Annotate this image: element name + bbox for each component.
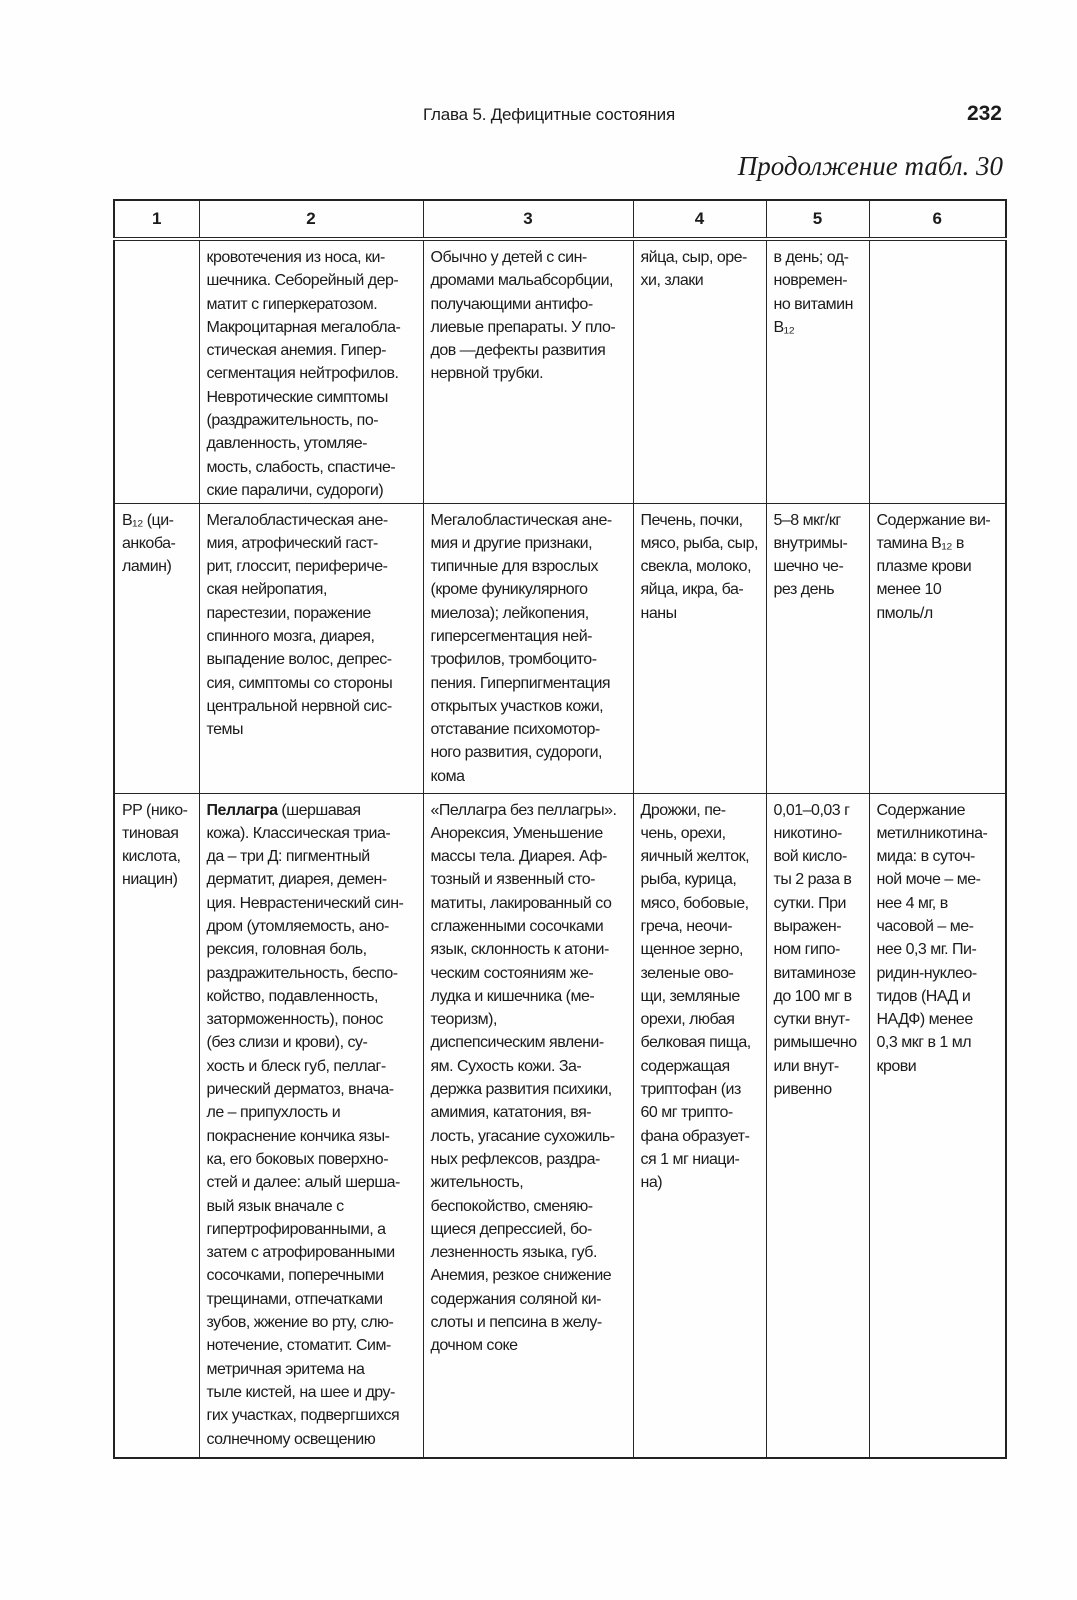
cell-text: B₁₂ (ци- анкоба- ламин) <box>122 511 176 576</box>
cell-r3-c1 <box>114 793 199 1458</box>
cell-text: Содержание метилникотина- мида: в суточ- ной моче – ме- нее 4 мг, в часовой – ме- нее 0,3 мг. Пи- ридин-нуклео- тидов (НАД и НАДФ) менее 0,3 мкг в 1 мл крови <box>876 801 988 1075</box>
cell-r1-c3 <box>423 239 633 503</box>
table-row <box>114 793 1006 1458</box>
cell-r1-c5 <box>766 239 869 503</box>
cell-text: Печень, почки, мясо, рыба, сыр, свекла, молоко, яйца, икра, ба- наны <box>640 511 758 622</box>
cell-r2-c5 <box>766 503 869 793</box>
column-header-1: 1 <box>114 200 199 239</box>
column-header-4: 4 <box>633 200 766 239</box>
column-header-2: 2 <box>199 200 423 239</box>
term-bold: Пеллагра <box>206 801 278 819</box>
cell-r3-c6 <box>869 793 1006 1458</box>
cell-text: «Пеллагра без пеллагры». Анорексия, Уменьшение массы тела. Диарея. Аф- тозный и язвенный сто- матиты, лакированный со сглаженными сосочками язык, склонность к атони- ческим состояниям же- лудка и кишечника (ме- теоризм), диспепсическим явлени- ям. Сухость кожи. За- держка развития психики, амимия, кататония, вя- лость, угасание сухожиль- ных рефлексов, раздра- жительность, беспокойство, сменяю- щиеся депрессией, бо- лезненность языка, губ. Анемия, резкое снижение содержания соляной ки- слоты и пепсина в желу- дочном соке <box>430 801 617 1355</box>
column-header-3: 3 <box>423 200 633 239</box>
cell-text <box>207 799 420 1451</box>
running-header-chapter: Глава 5. Дефицитные состояния <box>423 105 675 124</box>
cell-r2-c1 <box>114 503 199 793</box>
cell-text: Обычно у детей с син- дромами мальабсорбции, получающими антифо- лиевые препараты. У пло- дов —дефекты развития нервной трубки. <box>430 249 616 383</box>
cell-text: Содержание ви- тамина B₁₂ в плазме крови менее 10 пмоль/л <box>876 511 991 622</box>
column-header-6: 6 <box>869 200 1006 239</box>
cell-r1-c2 <box>199 239 423 503</box>
cell-r3-c4 <box>633 793 766 1458</box>
cell-text: Дрожжи, пе- чень, орехи, яичный желток, рыба, курица, мясо, бобовые, греча, неочи- щенное зерно, зеленые ово- щи, земляные орехи, любая белковая пища, содержащая триптофан (из 60 мг трипто- фана образует- ся 1 мг ниаци- на) <box>640 801 751 1192</box>
cell-r3-c3 <box>423 793 633 1458</box>
cell-r3-c2 <box>199 793 423 1458</box>
cell-text: кровотечения из носа, ки- шечника. Себорейный дер- матит с гиперкератозом. Макроцитарная мегалобла- стическая анемия. Гипер- сегментация нейтрофилов. Невротические симптомы (раздражительность, по- давленность, утомляе- мость, слабость, спастиче- ские параличи, судороги) <box>206 249 401 499</box>
cell-text: Мегалобластическая ане- мия и другие признаки, типичные для взрослых (кроме фуникулярного миелоза); лейкопения, гиперсегментация ней- трофилов, тромбоцито- пения. Гиперпигментация открытых участков кожи, отставание психомотор- ного развития, судороги, кома <box>430 511 612 785</box>
data-table <box>113 199 1007 1459</box>
cell-text: PP (нико- тиновая кислота, ниацин) <box>122 801 188 889</box>
cell-r2-c2 <box>199 503 423 793</box>
table-header-row <box>114 200 1006 239</box>
cell-text: 5–8 мкг/кг внутримы- шечно че- рез день <box>773 511 848 599</box>
cell-r1-c4 <box>633 239 766 503</box>
table-row <box>114 239 1006 503</box>
cell-r2-c6 <box>869 503 1006 793</box>
cell-r3-c5 <box>766 793 869 1458</box>
cell-text: яйца, сыр, оре- хи, злаки <box>640 249 747 290</box>
cell-r1-c6 <box>869 239 1006 503</box>
cell-text-rest: (шершавая кожа). Классическая триа- да – три Д: пигментный дерматит, диарея, демен- ция. Неврастенический син- дром (утомляемость, ано- рексия, головная боль, раздражительность, беспо- койство, подавленность, заторможенность), понос (без слизи и крови), су- хость и блеск губ, пеллаг- рический дерматоз, внача- ле – припухлость и покраснение кончика язы- ка, его боковых поверхно- стей и далее: алый шерша- вый язык вначале с гипертрофированными, а затем с атрофированными сосочками, поперечными трещинами, отпечатками зубов, жжение во рту, слю- нотечение, стоматит. Сим- метричная эритема на тыле кистей, на шее и дру- гих участках, подвергшихся солнечному освещению <box>206 801 404 1448</box>
page-number: 232 <box>966 102 1002 125</box>
cell-text: 0,01–0,03 г никотино- вой кисло- ты 2 раза в сутки. При выражен- ном гипо- витаминозе до 100 мг в сутки внут- римышечно или внут- ривенно <box>773 801 857 1099</box>
cell-r2-c3 <box>423 503 633 793</box>
cell-r1-c1 <box>114 239 199 503</box>
table-row <box>114 503 1006 793</box>
cell-r2-c4 <box>633 503 766 793</box>
cell-text: в день; од- новремен- но витамин B₁₂ <box>773 249 853 336</box>
cell-text: Мегалобластическая ане- мия, атрофический гаст- рит, глоссит, перифериче- ская нейропатия, парестезии, поражение спинного мозга, диарея, выпадение волос, депрес- сия, симптомы со стороны центральной нервной сис- темы <box>206 511 393 739</box>
table-caption: Продолжение табл. 30 <box>737 151 1003 181</box>
column-header-5: 5 <box>766 200 869 239</box>
